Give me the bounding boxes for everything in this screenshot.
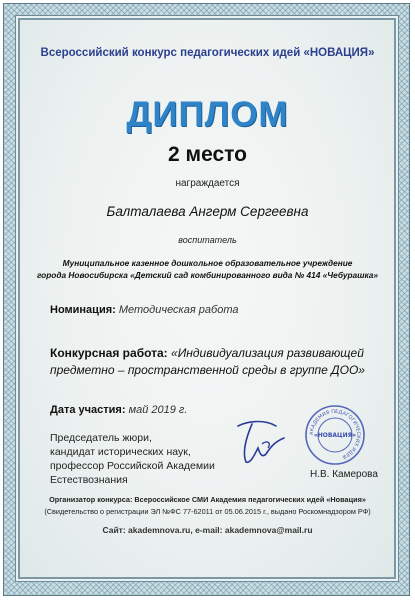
nomination-value: Методическая работа bbox=[118, 304, 239, 316]
stamp-icon bbox=[304, 404, 366, 466]
awardee-name: Балталаева Ангерм Сергеевна bbox=[106, 204, 309, 219]
nomination-row bbox=[50, 304, 239, 316]
contest-title: Всероссийский конкурс педагогических идей «НОВАЦИЯ» bbox=[40, 47, 375, 59]
stamp-inner-text: «НОВАЦИЯ» bbox=[313, 432, 357, 439]
signer-name: Н.В. Камерова bbox=[310, 469, 378, 480]
entry-value-line-2: предметно – пространственной среды в группе ДОО» bbox=[50, 363, 365, 377]
place-heading: 2 место bbox=[168, 143, 247, 166]
entry-value-line-1: «Индивидуализация развивающей bbox=[171, 346, 364, 360]
nomination-label: Номинация: bbox=[50, 304, 116, 316]
date-value: май 2019 г. bbox=[128, 404, 188, 416]
chair-line-4: Естествознания bbox=[50, 474, 128, 486]
chair-line-3: профессор Российской Академии bbox=[50, 460, 215, 472]
entry-row bbox=[50, 346, 364, 360]
awardee-position: воспитатель bbox=[178, 235, 237, 245]
entry-label: Конкурсная работа: bbox=[50, 346, 168, 360]
signature-icon bbox=[232, 418, 288, 468]
contacts-line: Сайт: akademnova.ru, e-mail: akademnova@mail.ru bbox=[102, 525, 313, 535]
stamp-outer-text: АКАДЕМИЯ ПЕДАГОГИЧЕСКИХ ИДЕЙ bbox=[308, 408, 362, 460]
date-label: Дата участия: bbox=[50, 404, 126, 416]
organization-line-1: Муниципальное казенное дошкольное образовательное учреждение bbox=[62, 258, 353, 268]
organizer-line-2: (Свидетельство о регистрации ЭЛ №ФС 77-62011 от 05.06.2015 г., выдано Роскомнадзором РФ) bbox=[44, 507, 371, 516]
date-row bbox=[50, 404, 187, 416]
organizer-line-1: Организатор конкурса: Всероссийское СМИ Академия педагогических идей «Новация» bbox=[49, 495, 366, 504]
diploma-title: ДИПЛОМ bbox=[126, 95, 289, 134]
awarded-label: награждается bbox=[175, 178, 240, 189]
entry-row-continued bbox=[50, 363, 365, 377]
organization-line-2: города Новосибирска «Детский сад комбинированного вида № 414 «Чебурашка» bbox=[36, 270, 379, 280]
chair-line-2: кандидат исторических наук, bbox=[50, 446, 191, 458]
chair-line-1: Председатель жюри, bbox=[50, 432, 152, 444]
